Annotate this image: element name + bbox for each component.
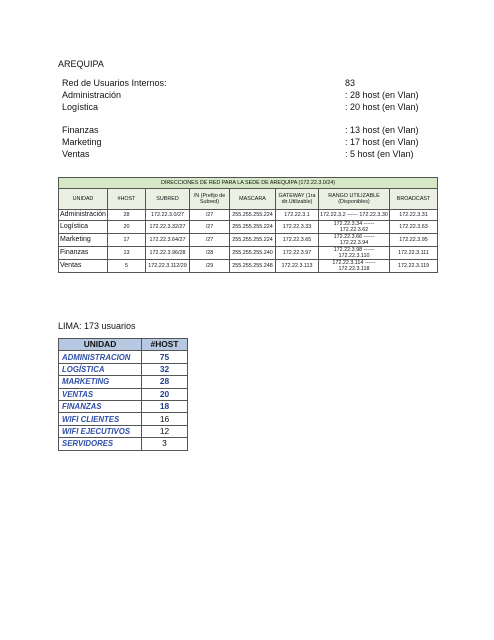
host-cell: 12 [142, 425, 188, 437]
cell: Logística [59, 221, 108, 234]
req-label: Finanzas [62, 125, 99, 135]
table-row [59, 376, 188, 388]
cell: 172.22.3.119 [390, 260, 438, 273]
cell: 172.22.3.33 [276, 221, 319, 234]
cell: 172.22.3.32/27 [146, 221, 190, 234]
req-value: 83 [345, 78, 356, 88]
cell: /27 [190, 210, 230, 221]
table-row [59, 388, 188, 400]
req-value: : 20 host (en Vlan) [345, 102, 419, 112]
table-row [59, 438, 188, 450]
column-header: GATEWAY (1ra dir.Utilizable) [276, 189, 319, 210]
cell: 172.22.3.66 ------ 172.22.3.94 [319, 234, 390, 247]
cell: Ventas [59, 260, 108, 273]
cell: 28 [108, 210, 146, 221]
cell: 172.22.3.111 [390, 247, 438, 260]
table-caption: DIRECCIONES DE RED PARA LA SEDE DE AREQUIPA (172.22.3.0/24) [59, 178, 438, 189]
req-value: : 13 host (en Vlan) [345, 125, 419, 135]
lima-title: LIMA: 173 usuarios [58, 321, 136, 331]
arequipa-network-table [58, 177, 438, 273]
cell: /28 [190, 247, 230, 260]
unit-cell: MARKETING [59, 376, 142, 388]
cell: 172.22.3.65 [276, 234, 319, 247]
table-header-row [59, 189, 438, 210]
cell: 20 [108, 221, 146, 234]
column-header: /N (Prefijo de Subred) [190, 189, 230, 210]
cell: 172.22.3.97 [276, 247, 319, 260]
unit-cell: WIFI EJECUTIVOS [59, 425, 142, 437]
cell: 255.255.255.240 [230, 247, 276, 260]
unit-cell: SERVIDORES [59, 438, 142, 450]
cell: /29 [190, 260, 230, 273]
req-value: : 5 host (en Vlan) [345, 149, 414, 159]
cell: Marketing [59, 234, 108, 247]
arequipa-title: AREQUIPA [58, 59, 104, 69]
cell: Administración [59, 210, 108, 221]
cell: 172.22.3.114 ------ 172.22.3.118 [319, 260, 390, 273]
column-header: MASCARA [230, 189, 276, 210]
table-row [59, 413, 188, 425]
host-cell: 16 [142, 413, 188, 425]
cell: 172.22.3.1 [276, 210, 319, 221]
cell: 255.255.255.248 [230, 260, 276, 273]
unit-cell: LOGÍSTICA [59, 363, 142, 375]
unit-cell: VENTAS [59, 388, 142, 400]
req-value: : 28 host (en Vlan) [345, 90, 419, 100]
cell: 172.22.3.64/27 [146, 234, 190, 247]
cell: 172.22.3.63 [390, 221, 438, 234]
req-label: Red de Usuarios Internos: [62, 78, 167, 88]
column-header: RANGO UTILIZABLE (Disponibles) [319, 189, 390, 210]
column-header: SUBRED [146, 189, 190, 210]
cell: 13 [108, 247, 146, 260]
table-row [59, 260, 438, 273]
host-cell: 20 [142, 388, 188, 400]
unit-cell: FINANZAS [59, 400, 142, 412]
req-label: Administración [62, 90, 122, 100]
column-header: UNIDAD [59, 189, 108, 210]
table-row [59, 400, 188, 412]
table-row [59, 425, 188, 437]
host-cell: 3 [142, 438, 188, 450]
cell: /27 [190, 234, 230, 247]
cell: 255.255.255.224 [230, 221, 276, 234]
unit-cell: ADMINISTRACION [59, 351, 142, 363]
cell: 172.22.3.34 ------ 172.22.3.62 [319, 221, 390, 234]
cell: 172.22.3.113 [276, 260, 319, 273]
cell: 172.22.3.112/29 [146, 260, 190, 273]
req-value: : 17 host (en Vlan) [345, 137, 419, 147]
table-row [59, 234, 438, 247]
req-label: Logística [62, 102, 99, 112]
table-row [59, 210, 438, 221]
cell: 172.22.3.31 [390, 210, 438, 221]
host-cell: 18 [142, 400, 188, 412]
column-header: BROADCAST [390, 189, 438, 210]
unit-cell: WIFI CLIENTES [59, 413, 142, 425]
table-row [59, 247, 438, 260]
cell: 255.255.255.224 [230, 210, 276, 221]
table-row [59, 221, 438, 234]
cell: Finanzas [59, 247, 108, 260]
host-cell: 75 [142, 351, 188, 363]
req-label: Marketing [62, 137, 102, 147]
cell: 172.22.3.96/28 [146, 247, 190, 260]
column-header: #HOST [142, 339, 188, 351]
column-header: #HOST [108, 189, 146, 210]
table-row [59, 363, 188, 375]
cell: 172.22.3.98 ------ 172.22.3.110 [319, 247, 390, 260]
cell: 17 [108, 234, 146, 247]
cell: 172.22.3.95 [390, 234, 438, 247]
req-label: Ventas [62, 149, 90, 159]
host-cell: 28 [142, 376, 188, 388]
column-header: UNIDAD [59, 339, 142, 351]
table-row [59, 351, 188, 363]
table-header-row [59, 339, 188, 351]
cell: 172.22.3.2 ------ 172.22.3.30 [319, 210, 390, 221]
lima-hosts-table [58, 338, 188, 451]
cell: /27 [190, 221, 230, 234]
cell: 255.255.255.224 [230, 234, 276, 247]
host-cell: 32 [142, 363, 188, 375]
cell: 172.22.3.0/27 [146, 210, 190, 221]
cell: 5 [108, 260, 146, 273]
